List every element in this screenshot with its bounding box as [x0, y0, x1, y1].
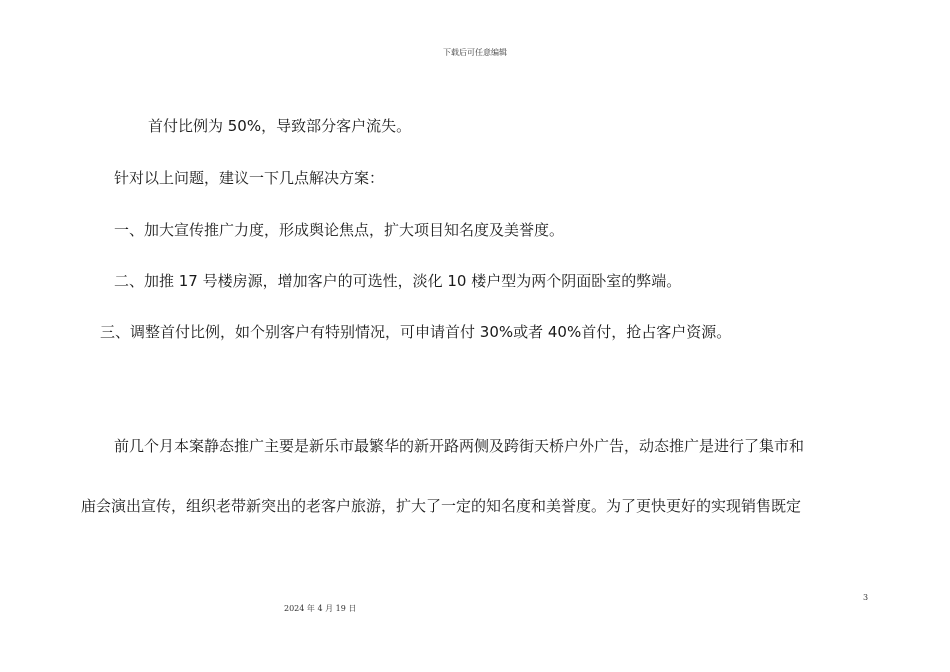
- paragraph-line: 首付比例为 50%，导致部分客户流失。: [148, 117, 412, 135]
- paragraph-line: 二、加推 17 号楼房源，增加客户的可选性，淡化 10 楼户型为两个阴面卧室的弊端。: [114, 272, 682, 290]
- footer-date: 2024 年 4 月 19 日: [284, 604, 357, 613]
- page-header: 下载后可任意编辑: [443, 48, 507, 57]
- paragraph-line: 针对以上问题，建议一下几点解决方案：: [114, 169, 385, 187]
- paragraph-line: 庙会演出宣传，组织老带新突出的老客户旅游，扩大了一定的知名度和美誉度。为了更快更好的实现销售既定: [81, 497, 802, 515]
- page-number: 3: [863, 593, 869, 602]
- paragraph-line: 三、调整首付比例，如个别客户有特别情况，可申请首付 30%或者 40%首付，抢占客户资源。: [100, 323, 732, 341]
- paragraph-line: 一、加大宣传推广力度，形成舆论焦点，扩大项目知名度及美誉度。: [114, 221, 565, 239]
- paragraph-line: 前几个月本案静态推广主要是新乐市最繁华的新开路两侧及跨街天桥户外广告，动态推广是进行了集市和: [114, 437, 805, 455]
